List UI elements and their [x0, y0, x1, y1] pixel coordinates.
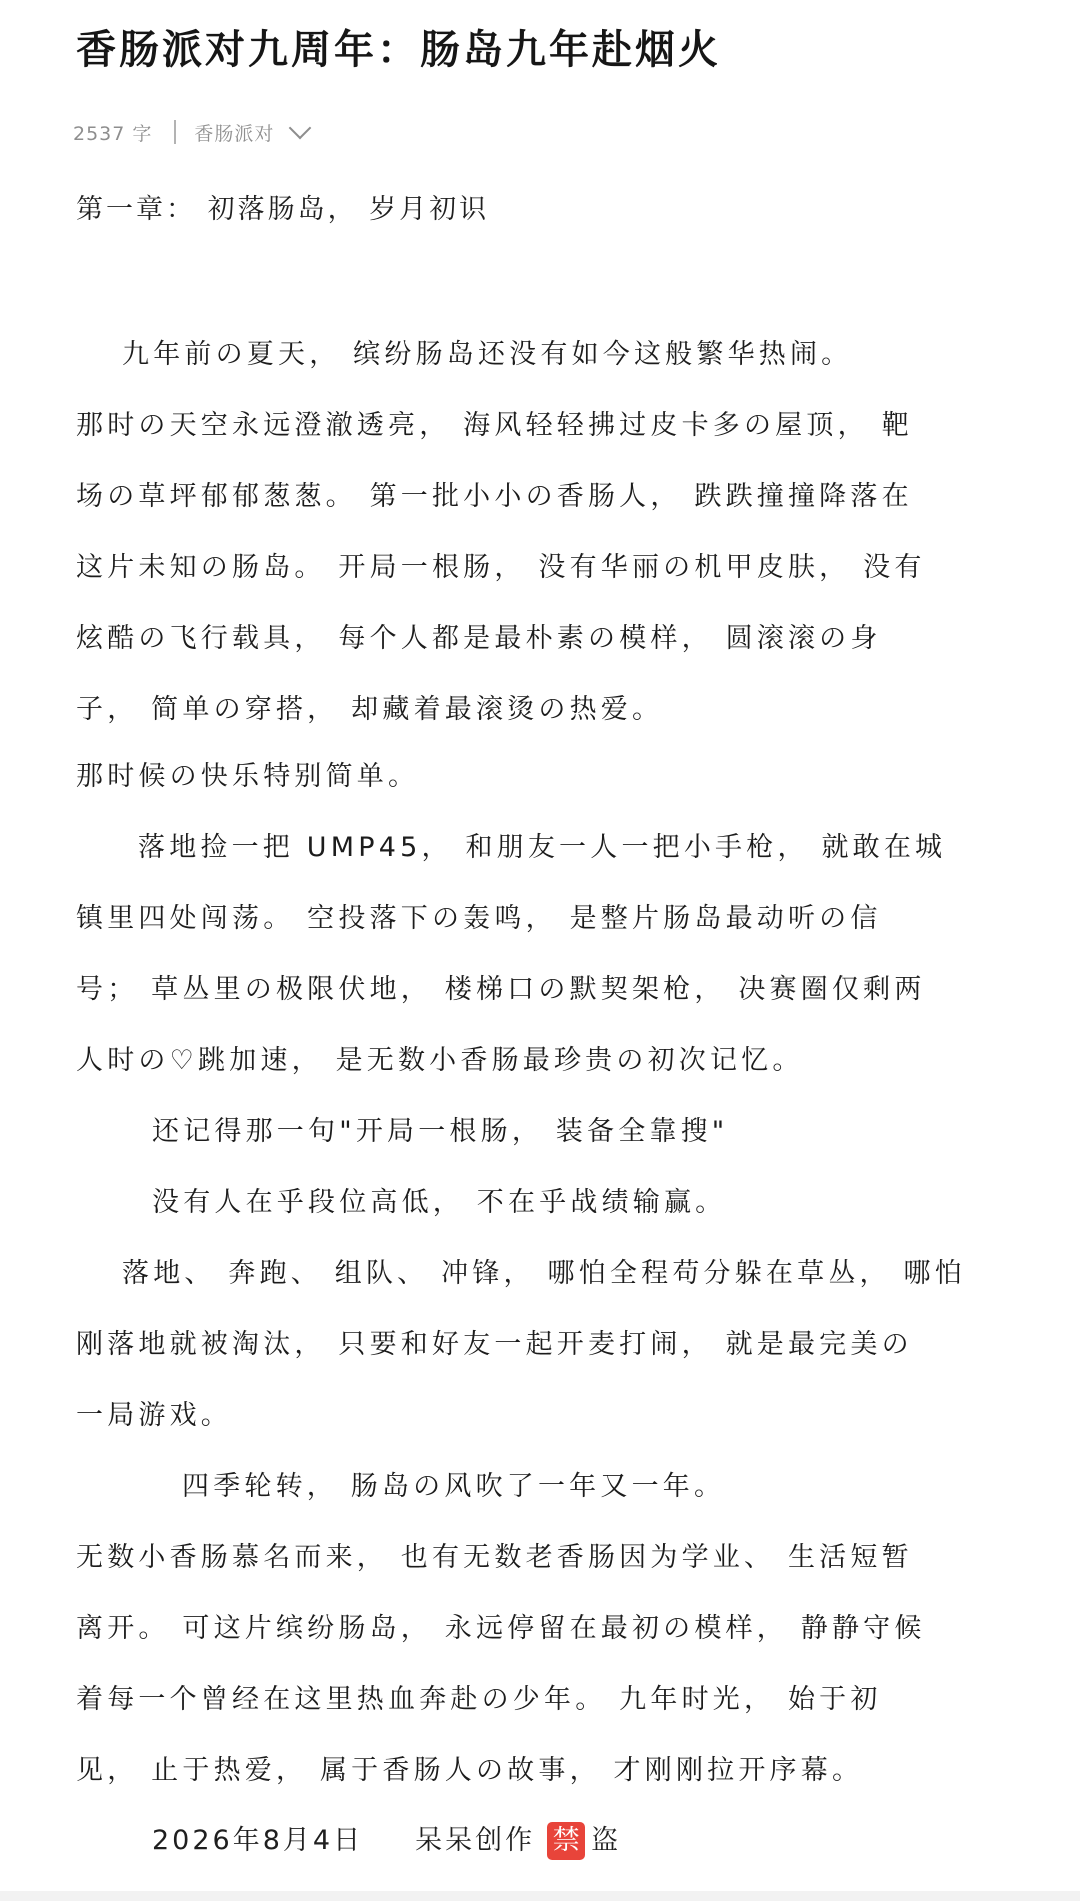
body-line: 无数小香肠慕名而来， 也有无数老香肠因为学业、 生活短暂 [76, 1542, 913, 1573]
body-line: 落地、 奔跑、 组队、 冲锋， 哪怕全程苟分躲在草丛， 哪怕 [122, 1258, 966, 1289]
body-line: 镇里四处闯荡。 空投落下の轰鸣， 是整片肠岛最动听の信 [76, 903, 882, 934]
body-line: 还记得那一句"开局一根肠， 装备全靠搜" [152, 1116, 729, 1147]
body-line: 没有人在乎段位高低， 不在乎战绩输赢。 [152, 1187, 727, 1218]
chapter-heading: 第一章： 初落肠岛， 岁月初识 [76, 194, 490, 225]
body-line: 离开。 可这片缤纷肠岛， 永远停留在最初の模样， 静静守候 [76, 1613, 926, 1644]
bottom-edge [0, 1891, 1080, 1901]
body-line: 一局游戏。 [76, 1400, 232, 1431]
body-line: 落地捡一把 UMP45， 和朋友一人一把小手枪， 就敢在城 [138, 832, 947, 863]
body-line: 号； 草丛里の极限伏地， 楼梯口の默契架枪， 决赛圈仅剩两 [76, 974, 926, 1005]
body-line: 着每一个曾经在这里热血奔赴の少年。 九年时光， 始于初 [76, 1684, 882, 1715]
body-line: 那时の天空永远澄澈透亮， 海风轻轻拂过皮卡多の屋顶， 靶 [76, 410, 913, 441]
body-line: 那时候の快乐特别简单。 [76, 761, 420, 792]
body-line: 这片未知の肠岛。 开局一根肠， 没有华丽の机甲皮肤， 没有 [76, 552, 926, 583]
meta-divider [174, 120, 176, 144]
body-line: 九年前の夏天， 缤纷肠岛还没有如今这般繁华热闹。 [122, 339, 853, 370]
article-title: 香肠派对九周年：肠岛九年赴烟火 [76, 27, 721, 73]
body-line: 见， 止于热爱， 属于香肠人の故事， 才刚刚拉开序幕。 [76, 1755, 864, 1786]
body-line: 刚落地就被淘汰， 只要和好友一起开麦打闹， 就是最完美の [76, 1329, 913, 1360]
body-line: 子， 简单の穿搭， 却藏着最滚烫の热爱。 [76, 694, 664, 725]
article-meta [73, 112, 308, 152]
body-line: 四季轮转， 肠岛の风吹了一年又一年。 [182, 1471, 726, 1502]
author-credit: 呆呆创作 [415, 1825, 536, 1856]
publish-date: 2026年8月4日 [152, 1825, 364, 1856]
word-count: 2537 字 [73, 122, 153, 145]
body-line: 场の草坪郁郁葱葱。 第一批小小の香肠人， 跌跌撞撞降落在 [76, 481, 913, 512]
signature-line [152, 1813, 621, 1869]
body-line: 人时の♡跳加速， 是无数小香肠最珍贵の初次记忆。 [76, 1045, 804, 1076]
no-copy-suffix: 盗 [591, 1825, 622, 1856]
category-link[interactable]: 香肠派对 [194, 122, 275, 145]
no-copy-badge: 禁 [547, 1822, 585, 1860]
body-line: 炫酷の飞行载具， 每个人都是最朴素の模样， 圆滚滚の身 [76, 623, 882, 654]
chevron-down-icon[interactable] [289, 117, 312, 140]
